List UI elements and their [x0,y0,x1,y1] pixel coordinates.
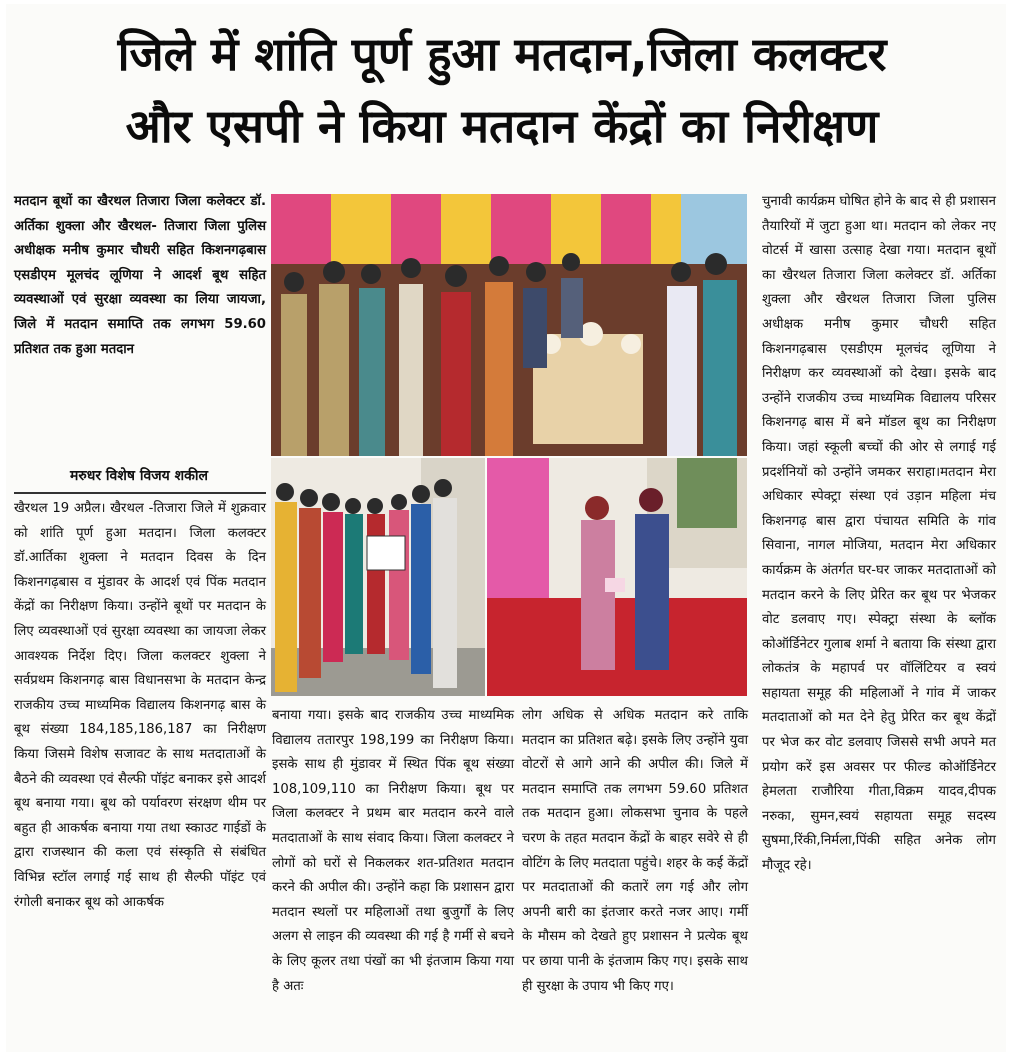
model-booth-illustration [271,194,747,456]
pink-booth-photo [487,458,747,696]
women-group-photo [271,458,485,696]
headline [12,18,992,162]
pink-booth-illustration [487,458,747,696]
intro-summary: मतदान बूथों का खैरथल तिजारा जिला कलेक्टर डॉ. अर्तिका शुक्ला और खैरथल- तिजारा जिला पुलिस अधीक्षक मनीष कुमार चौधरी सहित किशनगढ़बास एसडीएम मूलचंद लूणिया ने आदर्श बूथ सहित व्यवस्थाओं एवं सुरक्षा व्यवस्था का लिया जायजा, जिले में मतदान समाप्ति तक लगभग 59.60 प्रतिशत तक हुआ मतदान [14,194,266,357]
model-booth-photo [271,194,747,456]
byline: मरुधर विशेष विजय शकील [69,468,209,484]
article-column-1: खैरथल 19 अप्रैल। खैरथल -तिजारा जिले में शुक्रवार को शांति पूर्ण हुआ मतदान। जिला कलक्टर डॉ.आर्तिका शुक्ला ने मतदान दिवस के दिन किशनगढ़बास व मुंडावर के आदर्श एवं पिंक मतदान केंद्रों का निरीक्षण किया। उन्होंने बूथों पर मतदान के लिए व्यवस्थाओं एवं सुरक्षा व्यवस्था का जायजा लेकर आवश्यक निर्देश दिए। जिला कलक्टर शुक्ला ने सर्वप्रथम किशनगढ़ बास विधानसभा के मतदान केन्द्र राजकीय उच्च माध्यमिक विद्यालय किशनगढ़ बास के बूथ संख्या 184,185,186,187 का निरीक्षण किया जिसमे विशेष सजावट के साथ मतदाताओं के बैठने की व्यवस्था एवं सैल्फी पॉइंट बनाकर इसे आदर्श बूथ बनाया गया। बूथ को पर्यावरण संरक्षण थीम पर बहुत ही आकर्षक बनाया गया तथा स्काउट गाईडों के द्वारा राजस्थान की कला एवं संस्कृति से संबंधित विभिन्न स्टॉल लगाई गई साथ ही सैल्फी पॉइंट एवं रंगोली बनाकर बूथ को आकर्षक [14,501,266,910]
headline-line-2: और एसपी ने किया मतदान केंद्रों का निरीक्षण [125,99,879,153]
article-column-3: लोग अधिक से अधिक मतदान करे ताकि मतदान का प्रतिशत बढ़े। इसके लिए उन्होंने युवा वोटरों से आगे आने की अपील की। जिले में मतदान समाप्ति तक लगभग 59.60 प्रतिशत तक मतदान हुआ। लोकसभा चुनाव के पहले चरण के तहत मतदान केंद्रों के बाहर सवेरे से ही वोटिंग के लिए मतदाता पहुंचे। शहर के कई केंद्रों पर मतदाताओं की कतारें लग गई और लोग अपनी बारी का इंतजार करते नजर आए। गर्मी के मौसम को देखते हुए प्रशासन ने प्रत्येक बूथ पर छाया पानी के इंतजाम किए गए। इसके साथ ही सुरक्षा के उपाय भी किए गए। [522,708,748,994]
article-column-4: चुनावी कार्यक्रम घोषित होने के बाद से ही प्रशासन तैयारियों में जुटा हुआ था। मतदान को लेकर नए वोटर्स में खासा उत्साह देखा गया। मतदान बूथों का खैरथल तिजारा जिला कलेक्टर डॉ. अर्तिका शुक्ला और खैरथल तिजारा जिला पुलिस अधीक्षक मनीष कुमार चौधरी सहित किशनगढ़बास एसडीएम मूलचंद लूणिया ने निरीक्षण कर व्यवस्थाओं को देखा। इसके बाद उन्होंने राजकीय उच्च माध्यमिक विद्यालय परिसर किशनगढ़ बास में बने मॉडल बूथ का निरीक्षण किया। जहां स्कूली बच्चों की ओर से लगाई गई प्रदर्शनियों को उन्होंने जमकर सराहा।मतदान मेरा अधिकार स्पेक्ट्रा संस्था एवं उड़ान महिला मंच किशनगढ़ बास द्वारा पंचायत समिति के गांव सिवाना, नागल मोजिया, मतदान मेरा अधिकार कार्यक्रम के अंतर्गत घर-घर जाकर मतदाताओं को मतदान करने के लिए प्रेरित कर बूथ पर भेजकर वोट डलवाए गए। स्पेक्ट्रा संस्था के ब्लॉक कोऑर्डिनेटर गुलाब शर्मा ने बताया कि संस्था द्वारा लोकतंत्र के महापर्व पर वॉलिंटियर व स्वयं सहायता समूह की महिलाओं ने गांव में जाकर मतदाताओं को मत देने हेतु प्रेरित कर बूथ केंद्रों पर भेज कर वोट डलवाए जिससे सभी अपने मत प्रयोग करें इस अवसर पर फील्ड कोऑर्डिनेटर हेमलता राजौरिया गीता,विक्रम यादव,दीपक नरुका, सुमन,स्वयं सहायता समूह सदस्य सुषमा,रिंकी,निर्मला,पिंकी सहित अनेक लोग मौजूद रहे। [762,194,996,874]
photo-collage [271,194,747,696]
byline-divider [14,492,266,494]
article-column-2: बनाया गया। इसके बाद राजकीय उच्च माध्यमिक विद्यालय ततारपुर 198,199 का निरीक्षण किया। इसके साथ ही मुंडावर में स्थित पिंक बूथ संख्या 108,109,110 का निरीक्षण किया। बूथ पर जिला कलक्टर ने प्रथम बार मतदान करने वाले मतदाताओं के साथ संवाद किया। जिला कलक्टर ने लोगों को घरों से निकलकर शत-प्रतिशत मतदान करने की अपील की। उन्होंने कहा कि प्रशासन द्वारा मतदान स्थलों पर महिलाओं तथा बुजुर्गों के लिए अलग से लाइन की व्यवस्था की गई है गर्मी से बचने के लिए कूलर तथा पंखों का भी इंतजाम किया गया है अतः [272,708,514,994]
headline-line-1: जिले में शांति पूर्ण हुआ मतदान,जिला कलक्टर [117,27,887,81]
women-group-illustration [271,458,485,696]
